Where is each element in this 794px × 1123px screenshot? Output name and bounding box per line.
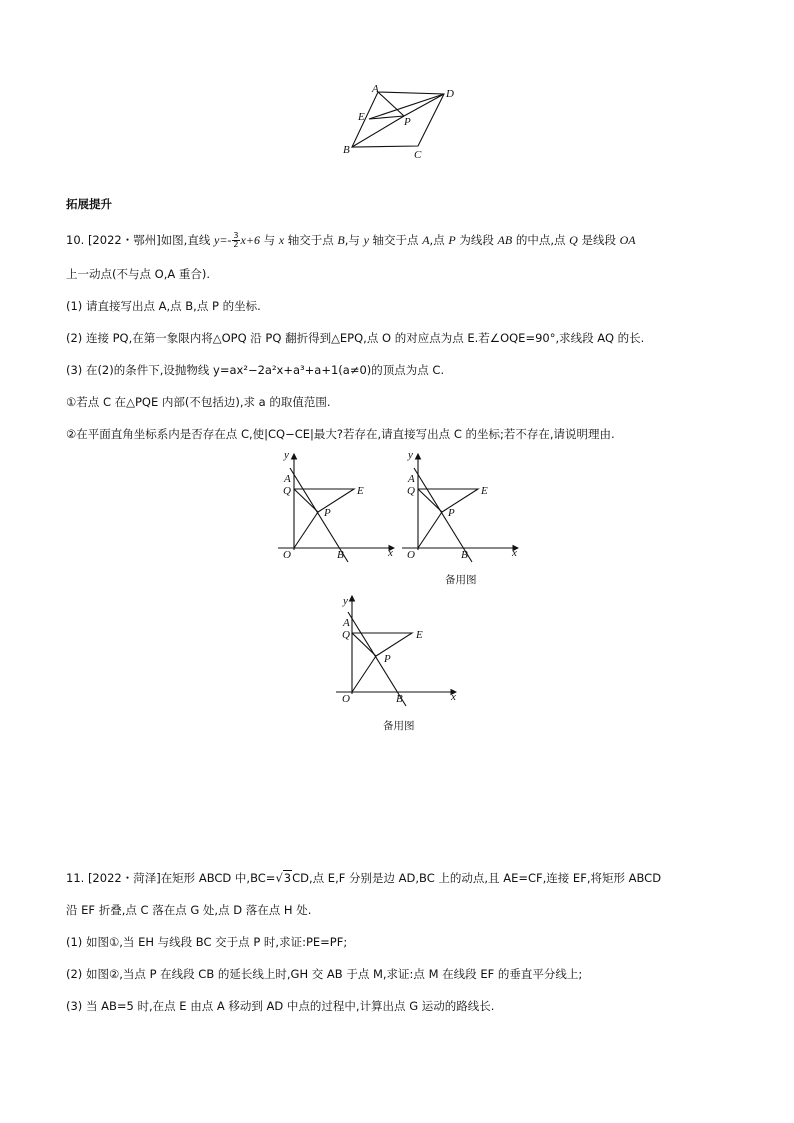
q10-part1: (1) 请直接写出点 A,点 B,点 P 的坐标. — [66, 299, 261, 313]
q10-line1 — [66, 232, 636, 249]
label-B: B — [461, 549, 468, 561]
label-P: P — [448, 507, 455, 519]
label-x: x — [388, 547, 393, 559]
sqrt-sign: √ — [275, 871, 283, 885]
spare-caption-2: 备用图 — [383, 720, 415, 732]
label-O: O — [407, 549, 415, 561]
label-O: O — [283, 549, 291, 561]
label-A: A — [372, 83, 379, 95]
label-B: B — [343, 144, 350, 156]
q10-sub1: ①若点 C 在△PQE 内部(不包括边),求 a 的取值范围. — [66, 395, 331, 409]
spare-caption-1: 备用图 — [445, 574, 477, 586]
q10-var-x: x — [278, 233, 285, 247]
coord-figure-2 — [400, 448, 526, 566]
label-P: P — [324, 507, 331, 519]
q10-var-Q: Q — [569, 233, 578, 247]
label-O: O — [342, 693, 350, 705]
q10-var-AB: AB — [497, 233, 513, 247]
coord-figure-1 — [276, 448, 402, 566]
q10-text-n: 的中点,点 — [515, 233, 566, 247]
q11-source: 11. [2022・菏泽] — [66, 871, 161, 885]
label-P: P — [384, 653, 391, 665]
q11-line2: 沿 EF 折叠,点 C 落在点 G 处,点 D 落在点 H 处. — [66, 903, 312, 917]
label-y: y — [343, 595, 348, 607]
q10-line2: 上一动点(不与点 O,A 重合). — [66, 267, 211, 281]
q10-text-a: 如图,直线 — [160, 233, 211, 247]
q10-part3: (3) 在(2)的条件下,设抛物线 y=ax²−2a²x+a³+a+1(a≠0)的顶点为点 C. — [66, 363, 445, 377]
label-Q: Q — [283, 485, 291, 497]
label-P: P — [404, 116, 411, 128]
q11-line1 — [66, 870, 661, 886]
label-A: A — [284, 473, 291, 485]
q10-text-f: ,与 — [344, 233, 360, 247]
q10-var-A: A — [422, 233, 430, 247]
q10-sub2: ②在平面直角坐标系内是否存在点 C,使|CQ−CE|最大?若存在,请直接写出点 C 的坐标;若不存在,请说明理由. — [66, 427, 615, 441]
q11-text-b: CD,点 E,F 分别是边 AD,BC 上的动点,且 AE=CF,连接 EF,将矩形 ABCD — [292, 871, 662, 885]
q10-eq-rest: x+6 — [240, 233, 260, 247]
label-y: y — [284, 449, 289, 461]
q10-text-b: 与 — [263, 233, 276, 247]
q11-part2: (2) 如图②,当点 P 在线段 CB 的延长线上时,GH 交 AB 于点 M,求证:点 M 在线段 EF 的垂直平分线上; — [66, 967, 583, 981]
label-E: E — [358, 111, 365, 123]
label-E: E — [481, 485, 488, 497]
label-C: C — [414, 149, 422, 161]
label-Q: Q — [342, 629, 350, 641]
q11-part1: (1) 如图①,当 EH 与线段 BC 交于点 P 时,求证:PE=PF; — [66, 935, 348, 949]
label-B: B — [396, 693, 403, 705]
q10-text-j: ,点 — [429, 233, 445, 247]
q11-part3: (3) 当 AB=5 时,在点 E 由点 A 移动到 AD 中点的过程中,计算出点 G 运动的路线长. — [66, 999, 495, 1013]
q10-text-l: 为线段 — [459, 233, 494, 247]
q10-text-p: 是线段 — [581, 233, 616, 247]
label-Q: Q — [407, 485, 415, 497]
frac-num: 3 — [233, 231, 239, 240]
label-B: B — [337, 549, 344, 561]
label-A: A — [343, 617, 350, 629]
label-D: D — [446, 88, 454, 100]
label-y: y — [408, 449, 413, 461]
q10-part2: (2) 连接 PQ,在第一象限内将△OPQ 沿 PQ 翻折得到△EPQ,点 O 的对应点为点 E.若∠OQE=90°,求线段 AQ 的长. — [66, 331, 645, 345]
frac-den: 2 — [233, 240, 239, 249]
q11-sqrt: 3 — [283, 871, 292, 885]
label-A: A — [408, 473, 415, 485]
q11-text-a: 在矩形 ABCD 中,BC= — [160, 871, 276, 885]
q10-text-d: 轴交于点 — [287, 233, 334, 247]
label-x: x — [512, 547, 517, 559]
label-x: x — [451, 691, 456, 703]
label-E: E — [357, 485, 364, 497]
q10-eq-y: y=- — [214, 233, 232, 247]
rhombus-figure — [336, 80, 466, 162]
q10-fraction — [232, 232, 239, 249]
q10-var-y: y — [363, 233, 369, 247]
q10-text-h: 轴交于点 — [372, 233, 419, 247]
q10-var-B: B — [337, 233, 345, 247]
q10-source: 10. [2022・鄂州] — [66, 233, 161, 247]
coord-figure-3 — [334, 590, 460, 708]
q10-var-P: P — [448, 233, 456, 247]
section-title: 拓展提升 — [66, 197, 112, 211]
label-E: E — [416, 629, 423, 641]
q10-var-OA: OA — [619, 233, 636, 247]
